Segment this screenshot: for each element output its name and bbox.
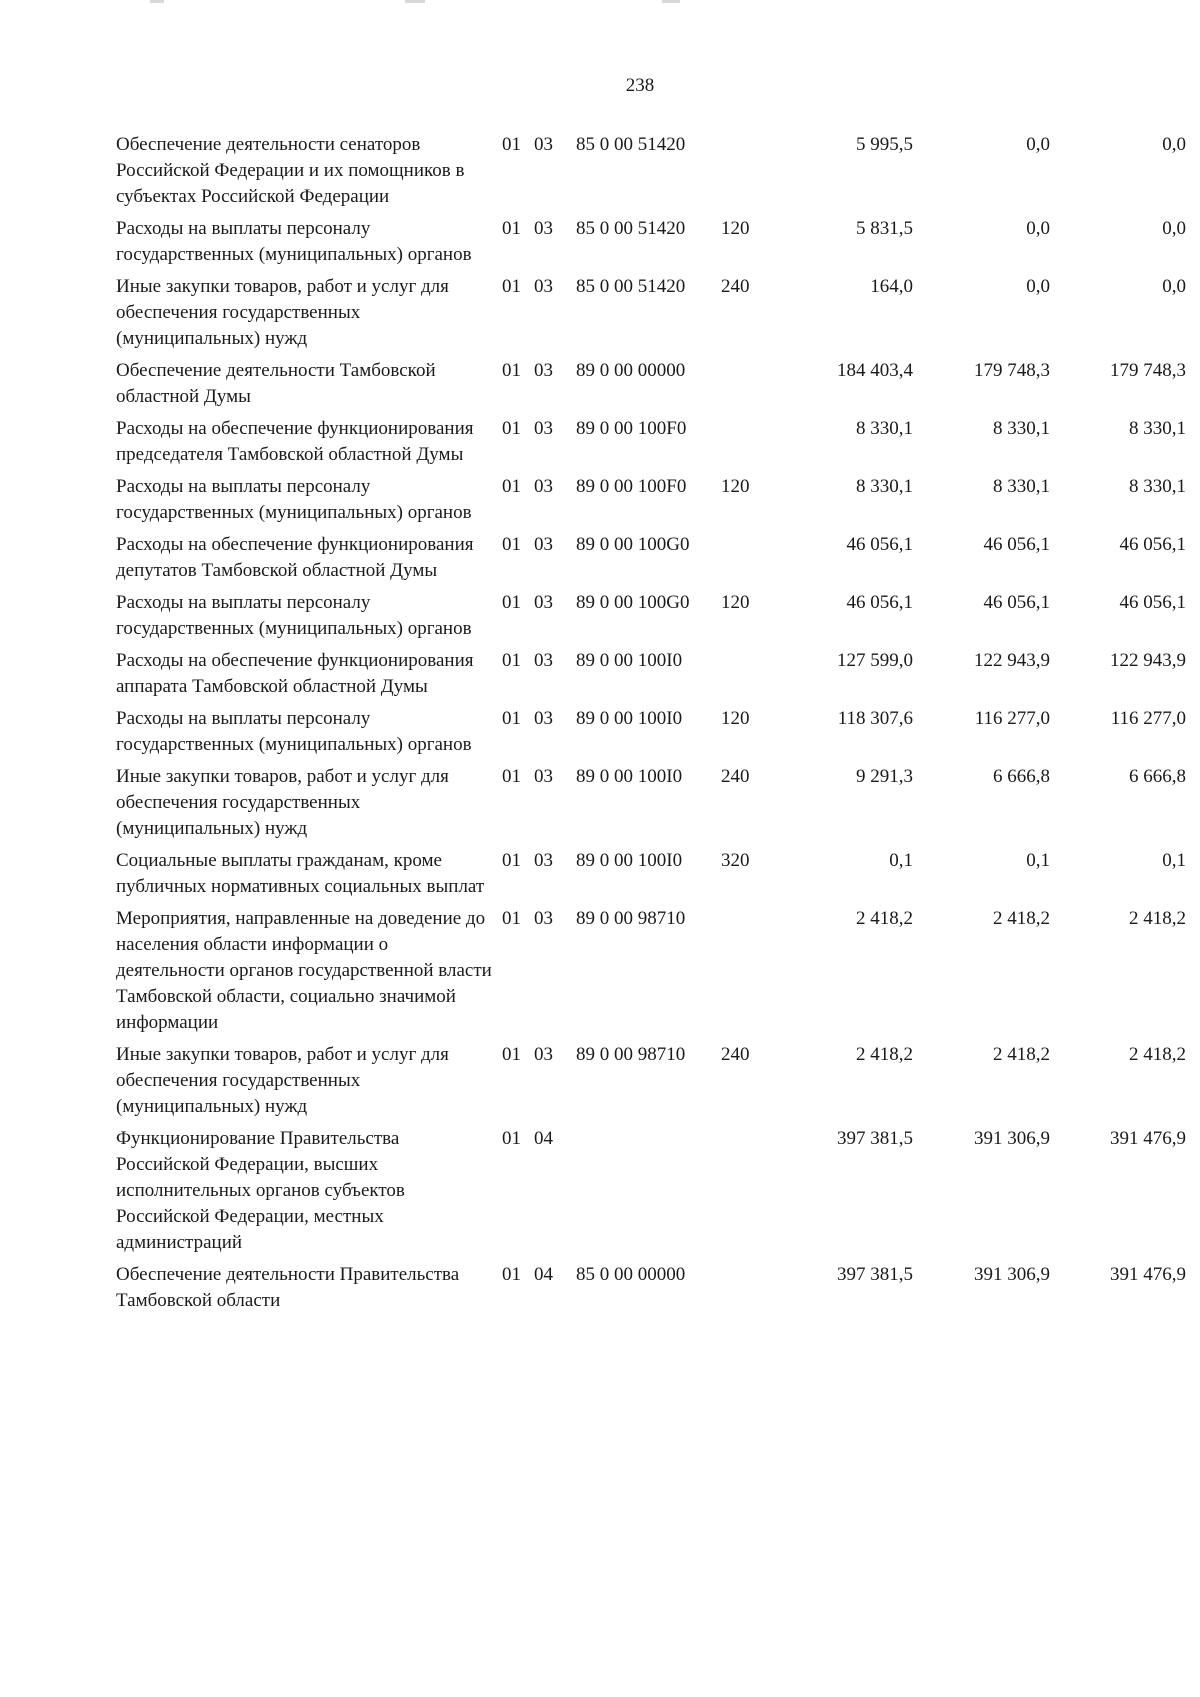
row-target-article: 89 0 00 100G0 xyxy=(576,592,690,613)
row-section: 01 xyxy=(502,534,521,555)
row-section: 01 xyxy=(502,418,521,439)
row-target-article: 89 0 00 98710 xyxy=(576,908,686,929)
row-subsection: 03 xyxy=(534,534,553,555)
row-expense-type: 120 xyxy=(721,708,750,729)
row-name: Расходы на обеспечение функционирования председателя Тамбовской областной Думы xyxy=(116,418,474,465)
row-subsection: 03 xyxy=(534,850,553,871)
row-section: 01 xyxy=(502,276,521,297)
row-amount-year-3: 0,0 xyxy=(1162,218,1186,239)
row-expense-type: 240 xyxy=(721,766,750,787)
row-amount-year-1: 8 330,1 xyxy=(856,476,913,497)
row-name: Обеспечение деятельности Тамбовской областной Думы xyxy=(116,360,436,407)
row-name: Иные закупки товаров, работ и услуг для обеспечения государственных (муниципальных) нужд xyxy=(116,1044,449,1117)
row-amount-year-2: 6 666,8 xyxy=(993,766,1050,787)
row-expense-type: 120 xyxy=(721,592,750,613)
row-section: 01 xyxy=(502,708,521,729)
row-subsection: 03 xyxy=(534,592,553,613)
row-target-article: 89 0 00 100I0 xyxy=(576,708,683,729)
table-row xyxy=(116,274,1186,352)
row-subsection: 03 xyxy=(534,766,553,787)
row-amount-year-3: 122 943,9 xyxy=(1110,650,1186,671)
row-amount-year-3: 46 056,1 xyxy=(1119,534,1186,555)
row-amount-year-1: 164,0 xyxy=(870,276,913,297)
row-amount-year-3: 0,0 xyxy=(1162,276,1186,297)
row-amount-year-1: 5 995,5 xyxy=(856,134,913,155)
row-amount-year-2: 0,0 xyxy=(1026,218,1050,239)
table-row xyxy=(116,764,1186,842)
table-row xyxy=(116,132,1186,210)
row-amount-year-1: 46 056,1 xyxy=(846,592,913,613)
row-amount-year-1: 118 307,6 xyxy=(837,708,913,729)
row-target-article: 89 0 00 100F0 xyxy=(576,476,687,497)
row-target-article: 85 0 00 51420 xyxy=(576,276,686,297)
row-subsection: 04 xyxy=(534,1128,553,1149)
row-subsection: 03 xyxy=(534,708,553,729)
row-section: 01 xyxy=(502,476,521,497)
row-amount-year-1: 5 831,5 xyxy=(856,218,913,239)
table-row xyxy=(116,848,1186,900)
row-expense-type: 240 xyxy=(721,276,750,297)
table-row xyxy=(116,358,1186,410)
row-amount-year-1: 397 381,5 xyxy=(837,1264,913,1285)
row-amount-year-1: 46 056,1 xyxy=(846,534,913,555)
row-target-article: 89 0 00 100F0 xyxy=(576,418,687,439)
row-amount-year-2: 2 418,2 xyxy=(993,1044,1050,1065)
row-amount-year-3: 391 476,9 xyxy=(1110,1264,1186,1285)
row-amount-year-2: 8 330,1 xyxy=(993,476,1050,497)
row-amount-year-1: 9 291,3 xyxy=(856,766,913,787)
row-amount-year-3: 46 056,1 xyxy=(1119,592,1186,613)
table-row xyxy=(116,1042,1186,1120)
row-amount-year-3: 8 330,1 xyxy=(1129,418,1186,439)
row-amount-year-2: 2 418,2 xyxy=(993,908,1050,929)
row-subsection: 03 xyxy=(534,218,553,239)
row-name: Функционирование Правительства Российской Федерации, высших исполнительных органов субъектов Российской Федерации, местных администраций xyxy=(116,1128,405,1253)
row-subsection: 03 xyxy=(534,476,553,497)
scan-artifact xyxy=(662,0,680,3)
row-amount-year-3: 6 666,8 xyxy=(1129,766,1186,787)
row-target-article: 85 0 00 00000 xyxy=(576,1264,686,1285)
row-amount-year-2: 391 306,9 xyxy=(974,1264,1050,1285)
row-amount-year-3: 179 748,3 xyxy=(1110,360,1186,381)
row-target-article: 89 0 00 100I0 xyxy=(576,766,683,787)
row-amount-year-1: 184 403,4 xyxy=(837,360,913,381)
row-amount-year-2: 46 056,1 xyxy=(983,534,1050,555)
scan-artifact xyxy=(405,0,425,3)
row-subsection: 03 xyxy=(534,276,553,297)
row-amount-year-3: 2 418,2 xyxy=(1129,908,1186,929)
row-amount-year-2: 116 277,0 xyxy=(974,708,1050,729)
row-amount-year-2: 46 056,1 xyxy=(983,592,1050,613)
row-name: Социальные выплаты гражданам, кроме публичных нормативных социальных выплат xyxy=(116,850,485,897)
row-target-article: 89 0 00 00000 xyxy=(576,360,686,381)
table-row xyxy=(116,906,1186,1036)
row-expense-type: 120 xyxy=(721,218,750,239)
row-subsection: 03 xyxy=(534,360,553,381)
row-expense-type: 120 xyxy=(721,476,750,497)
row-target-article: 89 0 00 98710 xyxy=(576,1044,686,1065)
row-amount-year-1: 8 330,1 xyxy=(856,418,913,439)
row-amount-year-2: 0,0 xyxy=(1026,134,1050,155)
row-name: Иные закупки товаров, работ и услуг для обеспечения государственных (муниципальных) нужд xyxy=(116,276,449,349)
row-name: Расходы на обеспечение функционирования аппарата Тамбовской областной Думы xyxy=(116,650,474,697)
row-amount-year-2: 8 330,1 xyxy=(993,418,1050,439)
row-section: 01 xyxy=(502,1044,521,1065)
row-subsection: 03 xyxy=(534,1044,553,1065)
row-name: Расходы на выплаты персоналу государственных (муниципальных) органов xyxy=(116,708,472,755)
row-name: Расходы на обеспечение функционирования депутатов Тамбовской областной Думы xyxy=(116,534,474,581)
row-section: 01 xyxy=(502,766,521,787)
row-amount-year-1: 127 599,0 xyxy=(837,650,913,671)
row-amount-year-3: 116 277,0 xyxy=(1110,708,1186,729)
row-target-article: 89 0 00 100I0 xyxy=(576,650,683,671)
table-row xyxy=(116,1126,1186,1256)
row-amount-year-2: 179 748,3 xyxy=(974,360,1050,381)
row-subsection: 04 xyxy=(534,1264,553,1285)
row-section: 01 xyxy=(502,908,521,929)
row-amount-year-1: 2 418,2 xyxy=(856,1044,913,1065)
table-row xyxy=(116,706,1186,758)
row-name: Расходы на выплаты персоналу государственных (муниципальных) органов xyxy=(116,476,472,523)
row-name: Мероприятия, направленные на доведение до населения области информации о деятельности органов государственной власти Тамбовской области, социально значимой информации xyxy=(116,908,492,1033)
table-row xyxy=(116,416,1186,468)
row-amount-year-1: 0,1 xyxy=(889,850,913,871)
table-row xyxy=(116,474,1186,526)
table-row xyxy=(116,1262,1186,1314)
row-target-article: 89 0 00 100I0 xyxy=(576,850,683,871)
row-amount-year-2: 0,0 xyxy=(1026,276,1050,297)
row-amount-year-1: 397 381,5 xyxy=(837,1128,913,1149)
row-subsection: 03 xyxy=(534,418,553,439)
row-target-article: 85 0 00 51420 xyxy=(576,218,686,239)
row-amount-year-2: 122 943,9 xyxy=(974,650,1050,671)
row-target-article: 89 0 00 100G0 xyxy=(576,534,690,555)
row-amount-year-3: 2 418,2 xyxy=(1129,1044,1186,1065)
row-subsection: 03 xyxy=(534,650,553,671)
row-section: 01 xyxy=(502,360,521,381)
row-section: 01 xyxy=(502,134,521,155)
row-section: 01 xyxy=(502,850,521,871)
page-number: 238 xyxy=(625,75,655,96)
row-amount-year-2: 391 306,9 xyxy=(974,1128,1050,1149)
row-amount-year-2: 0,1 xyxy=(1026,850,1050,871)
row-subsection: 03 xyxy=(534,134,553,155)
row-section: 01 xyxy=(502,592,521,613)
table-row xyxy=(116,648,1186,700)
table-row xyxy=(116,216,1186,268)
scan-artifact xyxy=(150,0,164,3)
row-name: Обеспечение деятельности сенаторов Российской Федерации и их помощников в субъектах Российской Федерации xyxy=(116,134,465,207)
row-amount-year-1: 2 418,2 xyxy=(856,908,913,929)
row-name: Расходы на выплаты персоналу государственных (муниципальных) органов xyxy=(116,218,472,265)
row-target-article: 85 0 00 51420 xyxy=(576,134,686,155)
row-amount-year-3: 0,1 xyxy=(1162,850,1186,871)
row-name: Иные закупки товаров, работ и услуг для обеспечения государственных (муниципальных) нужд xyxy=(116,766,449,839)
budget-table xyxy=(116,132,1186,1320)
table-row xyxy=(116,590,1186,642)
row-section: 01 xyxy=(502,218,521,239)
table-row xyxy=(116,532,1186,584)
row-name: Расходы на выплаты персоналу государственных (муниципальных) органов xyxy=(116,592,472,639)
row-name: Обеспечение деятельности Правительства Тамбовской области xyxy=(116,1264,460,1311)
row-section: 01 xyxy=(502,1264,521,1285)
row-amount-year-3: 8 330,1 xyxy=(1129,476,1186,497)
row-amount-year-3: 391 476,9 xyxy=(1110,1128,1186,1149)
row-expense-type: 240 xyxy=(721,1044,750,1065)
row-section: 01 xyxy=(502,650,521,671)
row-expense-type: 320 xyxy=(721,850,750,871)
row-section: 01 xyxy=(502,1128,521,1149)
row-amount-year-3: 0,0 xyxy=(1162,134,1186,155)
row-subsection: 03 xyxy=(534,908,553,929)
